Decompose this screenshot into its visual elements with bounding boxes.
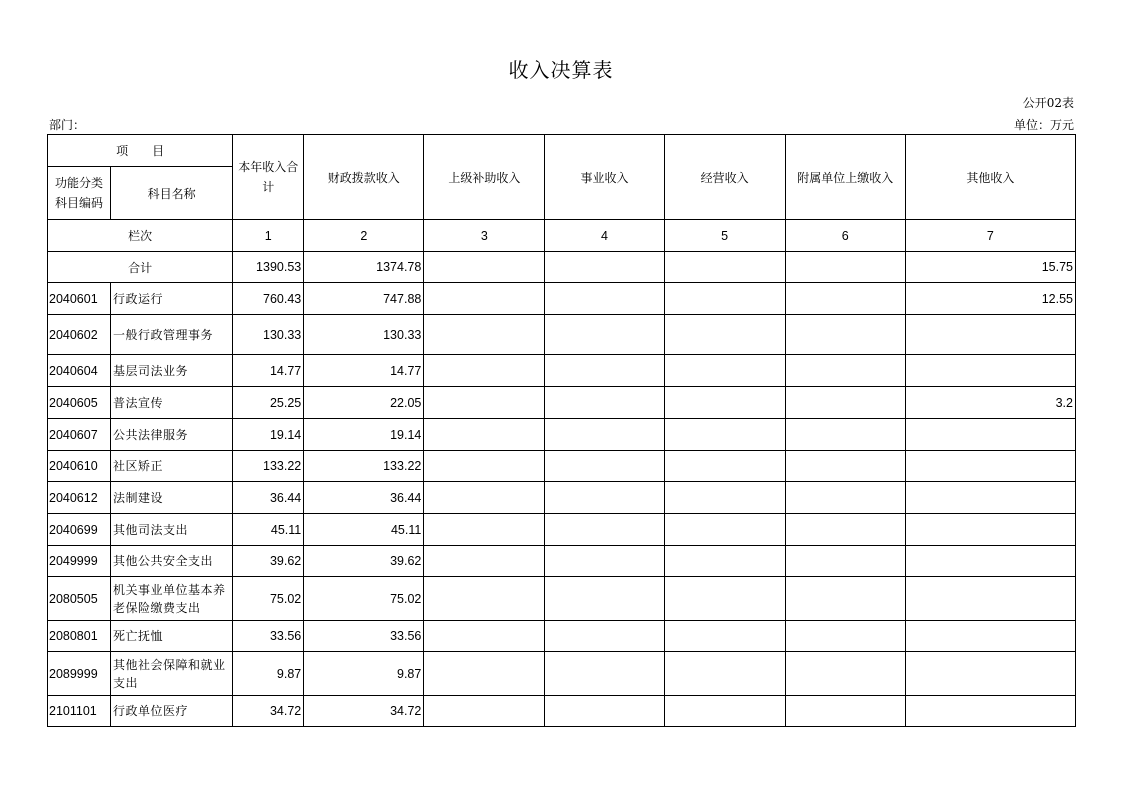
column-index: 6 [785, 220, 905, 252]
value-cell [664, 696, 785, 727]
func-code-cell: 2040601 [48, 283, 111, 315]
value-cell: 25.25 [233, 387, 304, 419]
value-cell [785, 652, 905, 696]
total-label: 合计 [48, 252, 233, 283]
column-index: 2 [304, 220, 424, 252]
value-cell [424, 577, 545, 621]
value-cell [545, 621, 664, 652]
func-code-cell: 2040604 [48, 355, 111, 387]
subject-name-cell: 行政运行 [111, 283, 233, 315]
value-cell [545, 315, 664, 355]
table-row [48, 696, 1076, 727]
value-cell: 760.43 [233, 283, 304, 315]
value-cell [664, 482, 785, 514]
column-index: 1 [233, 220, 304, 252]
func-code-cell: 2040612 [48, 482, 111, 514]
total-value [785, 252, 905, 283]
value-cell: 3.2 [905, 387, 1075, 419]
subject-name-cell: 公共法律服务 [111, 419, 233, 451]
value-cell: 39.62 [304, 546, 424, 577]
subject-name-cell: 其他社会保障和就业支出 [111, 652, 233, 696]
value-cell: 33.56 [233, 621, 304, 652]
department-label: 部门： [49, 118, 86, 132]
header-project: 项 目 [48, 135, 233, 167]
form-code: 公开02表 [1022, 96, 1074, 110]
value-cell [664, 387, 785, 419]
func-code-cell: 2040607 [48, 419, 111, 451]
value-cell [545, 514, 664, 546]
value-cell [905, 451, 1075, 482]
total-value [424, 252, 545, 283]
value-cell [785, 577, 905, 621]
value-cell [664, 451, 785, 482]
table-row [48, 577, 1076, 621]
value-cell [545, 283, 664, 315]
subject-name-cell: 基层司法业务 [111, 355, 233, 387]
func-code-cell: 2101101 [48, 696, 111, 727]
value-cell: 36.44 [233, 482, 304, 514]
value-cell: 747.88 [304, 283, 424, 315]
value-cell [664, 315, 785, 355]
value-cell [664, 621, 785, 652]
value-cell [905, 621, 1075, 652]
value-cell [785, 355, 905, 387]
subject-name-cell: 其他公共安全支出 [111, 546, 233, 577]
value-cell [785, 419, 905, 451]
subject-name-cell: 其他司法支出 [111, 514, 233, 546]
value-cell: 12.55 [905, 283, 1075, 315]
header-row-1 [48, 135, 1076, 167]
value-cell: 39.62 [233, 546, 304, 577]
value-cell [664, 283, 785, 315]
table-row [48, 419, 1076, 451]
func-code-cell: 2040610 [48, 451, 111, 482]
func-code-cell: 2040699 [48, 514, 111, 546]
header-col-7: 其他收入 [905, 135, 1075, 220]
table-row [48, 514, 1076, 546]
value-cell [424, 696, 545, 727]
column-index: 5 [664, 220, 785, 252]
value-cell [424, 546, 545, 577]
value-cell [424, 283, 545, 315]
value-cell [545, 696, 664, 727]
value-cell [545, 577, 664, 621]
value-cell [545, 451, 664, 482]
value-cell [664, 355, 785, 387]
value-cell: 75.02 [233, 577, 304, 621]
value-cell: 45.11 [233, 514, 304, 546]
value-cell: 133.22 [304, 451, 424, 482]
table-row [48, 451, 1076, 482]
value-cell: 36.44 [304, 482, 424, 514]
value-cell [785, 315, 905, 355]
value-cell [545, 387, 664, 419]
total-value [664, 252, 785, 283]
table-row [48, 546, 1076, 577]
table-row [48, 387, 1076, 419]
value-cell [424, 514, 545, 546]
value-cell [664, 546, 785, 577]
value-cell: 34.72 [233, 696, 304, 727]
header-func-code: 功能分类科目编码 [48, 167, 111, 220]
value-cell [664, 419, 785, 451]
value-cell [785, 696, 905, 727]
value-cell: 130.33 [233, 315, 304, 355]
total-value: 1390.53 [233, 252, 304, 283]
column-index-label: 栏次 [48, 220, 233, 252]
value-cell [424, 419, 545, 451]
func-code-cell: 2089999 [48, 652, 111, 696]
func-code-cell: 2080801 [48, 621, 111, 652]
header-col-5: 经营收入 [664, 135, 785, 220]
header-col-2: 财政拨款收入 [304, 135, 424, 220]
total-value [545, 252, 664, 283]
value-cell [664, 577, 785, 621]
value-cell [905, 546, 1075, 577]
table-row [48, 652, 1076, 696]
func-code-cell: 2040602 [48, 315, 111, 355]
page-title: 收入决算表 [508, 58, 614, 82]
value-cell: 19.14 [304, 419, 424, 451]
value-cell [545, 652, 664, 696]
value-cell [905, 696, 1075, 727]
header-subject-name: 科目名称 [111, 167, 233, 220]
value-cell [785, 514, 905, 546]
table-row [48, 621, 1076, 652]
total-value: 1374.78 [304, 252, 424, 283]
subject-name-cell: 机关事业单位基本养老保险缴费支出 [111, 577, 233, 621]
value-cell [905, 355, 1075, 387]
subject-name-cell: 行政单位医疗 [111, 696, 233, 727]
value-cell [785, 482, 905, 514]
func-code-cell: 2080505 [48, 577, 111, 621]
value-cell [905, 514, 1075, 546]
value-cell: 9.87 [233, 652, 304, 696]
value-cell [785, 283, 905, 315]
table-row [48, 482, 1076, 514]
value-cell: 45.11 [304, 514, 424, 546]
value-cell [785, 451, 905, 482]
column-index: 4 [545, 220, 664, 252]
value-cell: 14.77 [304, 355, 424, 387]
value-cell: 14.77 [233, 355, 304, 387]
subject-name-cell: 法制建设 [111, 482, 233, 514]
value-cell [545, 419, 664, 451]
value-cell [424, 387, 545, 419]
column-index: 7 [905, 220, 1075, 252]
header-col-4: 事业收入 [545, 135, 664, 220]
column-index-row [48, 220, 1076, 252]
income-table [47, 134, 1076, 727]
header-col-1: 本年收入合计 [233, 135, 304, 220]
value-cell: 133.22 [233, 451, 304, 482]
value-cell [545, 355, 664, 387]
value-cell [905, 419, 1075, 451]
func-code-cell: 2049999 [48, 546, 111, 577]
table-row [48, 283, 1076, 315]
value-cell: 9.87 [304, 652, 424, 696]
value-cell [424, 621, 545, 652]
value-cell [424, 315, 545, 355]
value-cell [785, 387, 905, 419]
value-cell [424, 652, 545, 696]
value-cell [664, 514, 785, 546]
subject-name-cell: 普法宣传 [111, 387, 233, 419]
value-cell [905, 315, 1075, 355]
table-row [48, 355, 1076, 387]
value-cell [905, 482, 1075, 514]
value-cell [905, 577, 1075, 621]
value-cell: 130.33 [304, 315, 424, 355]
subject-name-cell: 一般行政管理事务 [111, 315, 233, 355]
value-cell [424, 482, 545, 514]
value-cell [424, 451, 545, 482]
value-cell [545, 546, 664, 577]
value-cell [785, 546, 905, 577]
value-cell: 22.05 [304, 387, 424, 419]
value-cell [545, 482, 664, 514]
total-value: 15.75 [905, 252, 1075, 283]
value-cell: 75.02 [304, 577, 424, 621]
header-col-3: 上级补助收入 [424, 135, 545, 220]
subject-name-cell: 社区矫正 [111, 451, 233, 482]
header-col-6: 附属单位上缴收入 [785, 135, 905, 220]
value-cell [424, 355, 545, 387]
subject-name-cell: 死亡抚恤 [111, 621, 233, 652]
value-cell [905, 652, 1075, 696]
table-row [48, 315, 1076, 355]
value-cell [785, 621, 905, 652]
value-cell [664, 652, 785, 696]
value-cell: 33.56 [304, 621, 424, 652]
total-row [48, 252, 1076, 283]
func-code-cell: 2040605 [48, 387, 111, 419]
value-cell: 34.72 [304, 696, 424, 727]
column-index: 3 [424, 220, 545, 252]
unit-label: 单位：万元 [1013, 118, 1074, 132]
value-cell: 19.14 [233, 419, 304, 451]
